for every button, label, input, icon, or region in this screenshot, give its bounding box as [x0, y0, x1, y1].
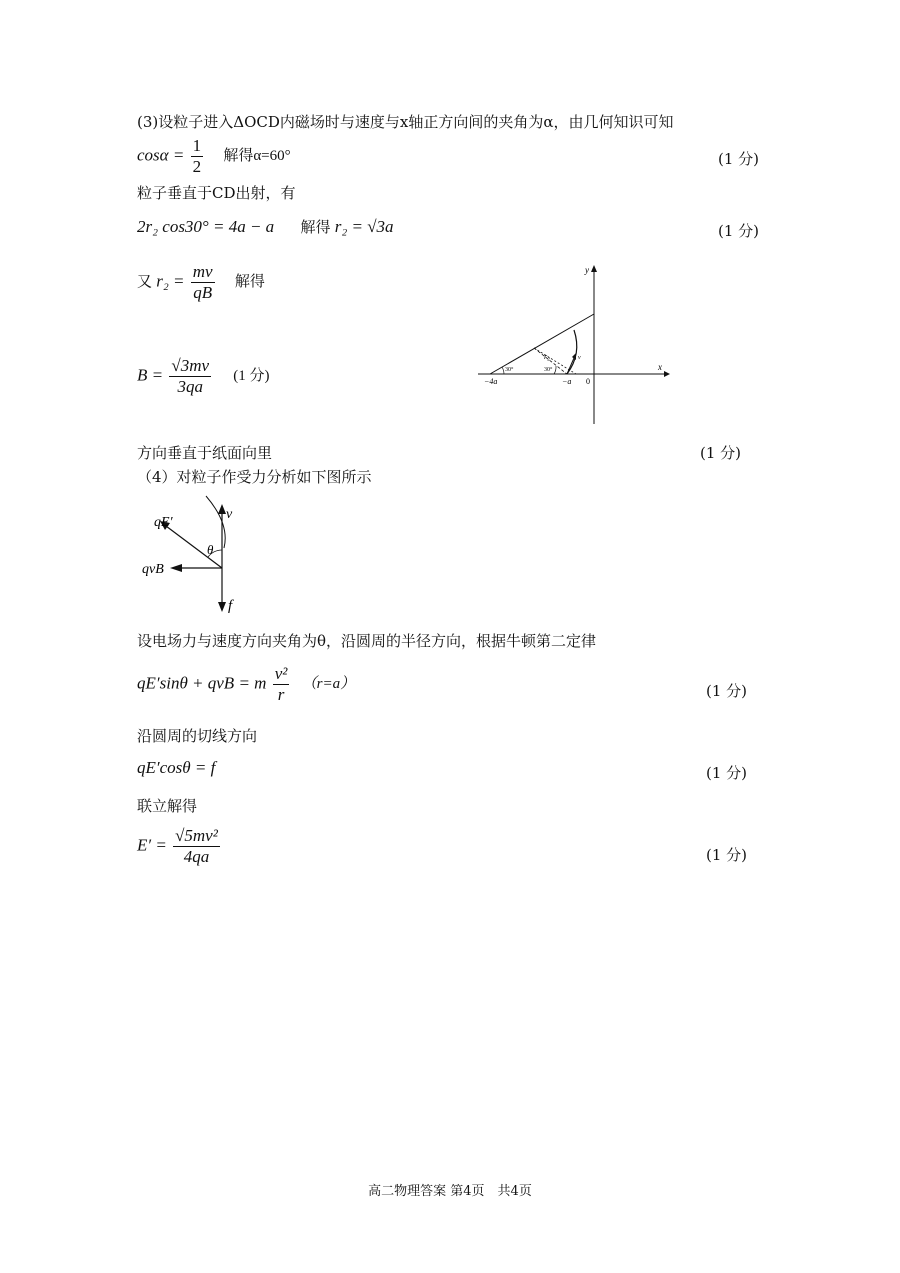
- eq1-score: (1 分): [718, 150, 760, 168]
- f-arrow-head: [218, 602, 226, 612]
- radius-label: r₂: [544, 352, 550, 361]
- eq3-numerator: mv: [192, 262, 213, 281]
- eq2-result-label: 解得: [300, 220, 331, 236]
- angle-arc-1: [502, 367, 504, 374]
- eq4-score: (1 分): [233, 368, 270, 385]
- page-footer: 高二物理答案 第4页 共4页: [368, 1184, 532, 1199]
- tick-minus-a: −a: [562, 377, 572, 386]
- eq5-score: (1 分): [706, 682, 748, 700]
- eq4-lhs: B =: [137, 365, 164, 385]
- y-axis-label: y: [585, 265, 589, 275]
- eq1-fraction: [191, 136, 204, 177]
- eq3-fraction: [191, 262, 215, 303]
- eq7-score: (1 分): [706, 846, 748, 864]
- v-arrow-head: [218, 504, 226, 514]
- part3-intro: (3)设粒子进入ΔOCD内磁场时与速度与x轴正方向间的夹角为α，由几何知识可知: [137, 113, 674, 131]
- part3-line2: 粒子垂直于CD出射，有: [137, 184, 296, 202]
- f-label: f: [228, 598, 233, 614]
- equation-radial: [137, 664, 355, 705]
- qvB-arrow-head: [170, 564, 182, 572]
- eq4-denominator: 3qa: [169, 376, 211, 397]
- eq3-prefix: 又: [137, 274, 153, 291]
- equation-tangent: qE′cosθ = f: [137, 758, 216, 777]
- equation-cos-alpha: [137, 136, 291, 177]
- eq5-denominator: r: [273, 684, 290, 705]
- eq1-result: 解得α=60°: [223, 148, 291, 165]
- eq5-fraction: [273, 664, 290, 705]
- boundary-line: [490, 314, 594, 374]
- equation-E: [137, 826, 222, 867]
- equation-r2-mv-qB: [137, 262, 265, 303]
- eq5-numerator: v²: [274, 664, 288, 683]
- y-axis-arrow: [591, 265, 597, 272]
- eq5-lhs: qE′sinθ + qvB = m: [137, 673, 267, 693]
- x-axis-label: x: [658, 362, 662, 372]
- eq4-numerator: √3mv: [171, 356, 210, 375]
- eq7-numerator: √5mv²: [175, 826, 218, 845]
- x-axis-arrow: [664, 371, 670, 377]
- theta-label: θ: [207, 542, 214, 557]
- qE-label: qE′: [154, 515, 173, 530]
- qvB-label: qvB: [142, 562, 164, 577]
- force-diagram: [140, 494, 260, 616]
- eq3-suffix: 解得: [234, 274, 265, 291]
- angle-arc-2: [554, 366, 556, 374]
- eq5-condition: （r=a）: [301, 676, 356, 693]
- eq7-lhs: E′ =: [137, 835, 167, 855]
- eq2-result: r₂ = √3a: [334, 217, 394, 236]
- part4-intro: （4）对粒子作受力分析如下图所示: [137, 468, 372, 486]
- v-label: v: [226, 507, 233, 522]
- part4-line-tangent: 沿圆周的切线方向: [137, 727, 258, 745]
- qE-arrow-line: [166, 526, 222, 568]
- trajectory-figure: [478, 262, 678, 428]
- eq3-denominator: qB: [191, 282, 215, 303]
- origin-label: 0: [586, 377, 590, 386]
- direction-text: 方向垂直于纸面向里: [137, 444, 273, 462]
- eq1-lhs: cosα =: [137, 145, 185, 165]
- equation-2r2-cos30: [137, 216, 394, 237]
- eq1-numerator: 1: [192, 136, 202, 155]
- eq3-lhs: r₂ =: [156, 271, 185, 291]
- eq1-denominator: 2: [192, 157, 202, 176]
- eq6-score: (1 分): [706, 764, 748, 782]
- velocity-arrow-line: [567, 358, 574, 374]
- eq2-lhs: 2r₂ cos30° = 4a − a: [137, 217, 275, 236]
- angle-label-2: 30°: [544, 367, 553, 373]
- velocity-label: v: [578, 355, 581, 361]
- angle-label-1: 30°: [505, 367, 514, 373]
- eq7-denominator: 4qa: [173, 846, 220, 867]
- part4-line-after-fig: 设电场力与速度方向夹角为θ，沿圆周的半径方向，根据牛顿第二定律: [137, 632, 597, 650]
- eq7-fraction: [173, 826, 220, 867]
- equation-B: [137, 356, 270, 397]
- eq4-fraction: [169, 356, 211, 397]
- direction-score: (1 分): [700, 444, 742, 462]
- tick-minus-4a: −4a: [484, 377, 498, 386]
- trajectory-arc: [567, 330, 577, 374]
- eq2-score: (1 分): [718, 222, 760, 240]
- part4-line-combine: 联立解得: [137, 797, 198, 815]
